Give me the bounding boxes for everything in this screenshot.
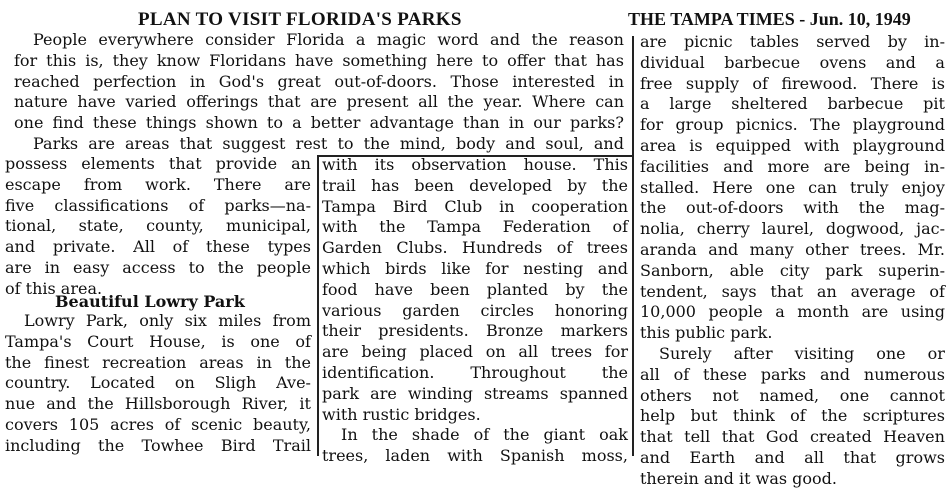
col2-line: their presidents. Bronze markers — [322, 321, 628, 341]
col3-line: for group picnics. The playground — [640, 115, 945, 135]
col1-line: nue and the Hillsborough River, it — [5, 394, 311, 414]
intro-line: one find these things shown to a better advantage than in our parks? — [14, 113, 624, 133]
col1-line: of this area. — [5, 278, 103, 298]
col3-line: stalled. Here one can truly enjoy — [640, 177, 945, 197]
col3-line: tendent, says that an average of — [640, 281, 945, 301]
col3-line: aranda and many other trees. Mr. — [640, 240, 945, 259]
col1-line: Tampa's Court House, is one of — [5, 331, 311, 351]
col3-line: that tell that God created Heaven — [640, 427, 945, 447]
intro-line: reached perfection in God's great out-of-doors. Those interested in — [14, 71, 624, 91]
col2-line: various garden circles honoring — [322, 300, 628, 320]
col2-line: are being placed on all trees for — [322, 342, 628, 362]
intro-line: nature have varied offerings that are present all the year. Where can — [14, 92, 624, 112]
col2-line: park are winding streams spanned — [322, 383, 628, 403]
col3-line: a large sheltered barbecue pit — [640, 94, 945, 114]
col3-line: and Earth and all that grows — [640, 448, 945, 467]
col1-line: are in easy access to the people — [5, 258, 311, 277]
headline: PLAN TO VISIT FLORIDA'S PARKS — [138, 9, 462, 30]
col2-line: trees, laden with Spanish moss, — [322, 446, 628, 466]
col2-line: with its observation house. This — [322, 155, 628, 174]
col3-line: help but think of the scriptures — [640, 406, 945, 426]
col2-line: Garden Clubs. Hundreds of trees — [322, 238, 628, 258]
col1-line: covers 105 acres of scenic beauty, — [5, 415, 311, 434]
col3-line: area is equipped with playground — [640, 136, 945, 155]
dateline: THE TAMPA TIMES - Jun. 10, 1949 — [628, 9, 911, 29]
col1-line: and private. All of these types — [5, 237, 311, 257]
col1-line: country. Located on Sligh Ave- — [5, 373, 311, 393]
subhead-lowry-park: Beautiful Lowry Park — [55, 292, 245, 311]
col3-line: nolia, cherry laurel, dogwood, jac- — [640, 219, 945, 239]
col3-line: therein and it was good. — [640, 468, 837, 488]
intro-line: People everywhere consider Florida a magic word and the reason — [33, 30, 624, 49]
col1-line: five classifications of parks—na- — [5, 195, 311, 215]
col3-line: Surely after visiting one or — [659, 344, 945, 363]
col3-line: this public park. — [640, 323, 773, 343]
col1-line: including the Towhee Bird Trail — [5, 435, 311, 455]
col3-line: free supply of firewood. There is — [640, 73, 945, 93]
col2-line: Tampa Bird Club in cooperation — [322, 196, 628, 216]
col3-line: 10,000 people a month are using — [640, 302, 945, 322]
col3-line: the out-of-doors with the mag- — [640, 198, 945, 218]
col2-line: trail has been developed by the — [322, 175, 628, 195]
intro-line: Parks are areas that suggest rest to the mind, body and soul, and — [33, 134, 624, 153]
col3-line: are picnic tables served by in- — [640, 32, 945, 51]
col2-line: In the shade of the giant oak — [341, 425, 628, 445]
column-rule-left — [317, 155, 319, 456]
col1-line: tional, state, county, municipal, — [5, 216, 311, 236]
col1-line: Lowry Park, only six miles from — [24, 311, 311, 330]
col3-line: dividual barbecue ovens and a — [640, 52, 945, 72]
col3-line: all of these parks and numerous — [640, 364, 945, 384]
col1-line: escape from work. There are — [5, 174, 311, 194]
column-rule-right-top — [632, 36, 634, 456]
col2-line: with the Tampa Federation of — [322, 217, 628, 237]
col1-line: the finest recreation areas in the — [5, 352, 311, 372]
col2-line: which birds like for nesting and — [322, 259, 628, 278]
col2-line: food have been planted by the — [322, 279, 628, 299]
col1-line: possess elements that provide an — [5, 154, 311, 173]
intro-line: for this is, they know Floridans have something here to offer that has — [14, 50, 624, 70]
col2-line: identification. Throughout the — [322, 363, 628, 382]
col2-line: with rustic bridges. — [322, 404, 481, 424]
col3-line: facilities and more are being in- — [640, 156, 945, 176]
col3-line: others not named, one cannot — [640, 385, 945, 405]
col3-line: Sanborn, able city park superin- — [640, 260, 945, 280]
